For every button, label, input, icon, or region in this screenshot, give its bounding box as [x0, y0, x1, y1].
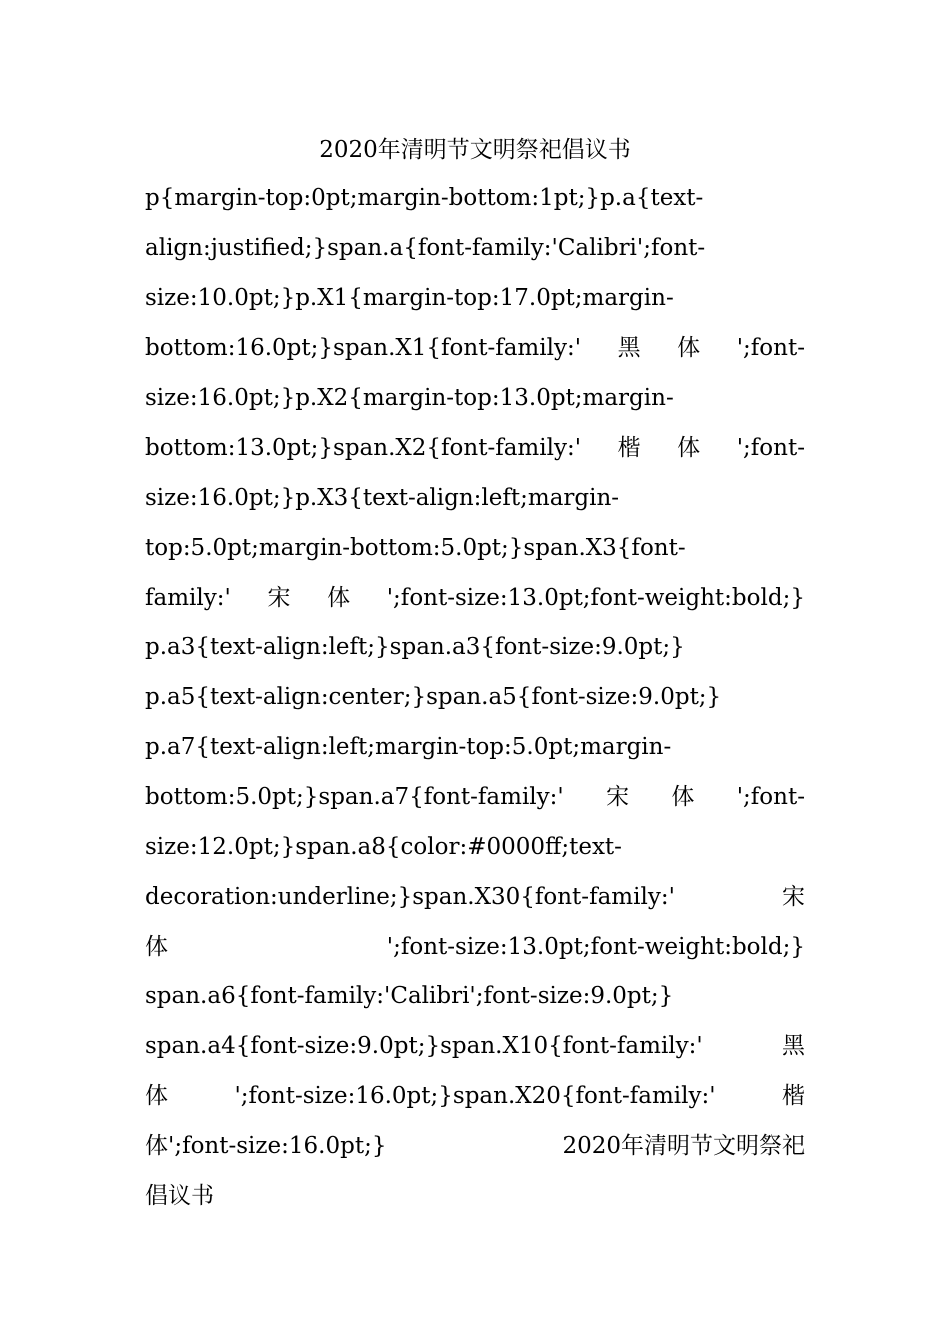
body-line	[145, 872, 805, 922]
body-text: size:16.0pt;}p.X2{margin-top:13.0pt;margin-	[145, 385, 674, 411]
body-text: 体	[677, 435, 701, 461]
body-text: 2020年清明节文明祭祀	[562, 1133, 805, 1159]
body-text: 体	[327, 585, 351, 611]
body-text: 体';font-size:16.0pt;}	[145, 1133, 387, 1159]
body-text: decoration:underline;}span.X30{font-family:'	[145, 884, 675, 910]
body-text: bottom:16.0pt;}span.X1{font-family:'	[145, 335, 582, 361]
document-title: 2020年清明节文明祭祀倡议书	[319, 137, 631, 163]
body-text: size:16.0pt;}p.X3{text-align:left;margin-	[145, 485, 620, 511]
body-line	[145, 971, 805, 1021]
body-line	[145, 1021, 805, 1071]
body-line	[145, 622, 805, 672]
body-line	[145, 1121, 805, 1171]
body-text: p{margin-top:0pt;margin-bottom:1pt;}p.a{text-	[145, 185, 704, 211]
body-text: p.a7{text-align:left;margin-top:5.0pt;margin-	[145, 734, 672, 760]
body-line	[145, 373, 805, 423]
body-text: p.a5{text-align:center;}span.a5{font-size:9.0pt;}	[145, 684, 722, 710]
body-line	[145, 573, 805, 623]
body-text: p.a3{text-align:left;}span.a3{font-size:9.0pt;}	[145, 634, 685, 660]
body-line	[145, 423, 805, 473]
body-text: size:12.0pt;}span.a8{color:#0000ff;text-	[145, 834, 622, 860]
body-line	[145, 523, 805, 573]
body-text: 体	[145, 934, 168, 960]
body-text: top:5.0pt;margin-bottom:5.0pt;}span.X3{font-	[145, 535, 686, 561]
body-line	[145, 473, 805, 523]
body-line	[145, 922, 805, 972]
body-text: ';font-size:16.0pt;}span.X20{font-family:'	[234, 1083, 716, 1109]
body-text: 黑	[782, 1033, 805, 1059]
body-line	[145, 323, 805, 373]
body-line	[145, 722, 805, 772]
body-text: ';font-size:13.0pt;font-weight:bold;}	[386, 585, 805, 611]
body-text: 体	[671, 784, 695, 810]
body-text: ';font-	[736, 784, 805, 810]
body-text: size:10.0pt;}p.X1{margin-top:17.0pt;margin-	[145, 285, 674, 311]
body-text: ';font-	[736, 435, 805, 461]
body-line	[145, 1071, 805, 1121]
body-line	[145, 672, 805, 722]
body-text: bottom:5.0pt;}span.a7{font-family:'	[145, 784, 564, 810]
body-text: 楷	[782, 1083, 805, 1109]
body-text: 宋	[267, 585, 291, 611]
body-text: 倡议书	[145, 1183, 214, 1209]
body-text: ';font-	[736, 335, 805, 361]
body-text: 体	[677, 335, 701, 361]
body-text: family:'	[145, 585, 231, 611]
body-line	[145, 273, 805, 323]
body-text: 黑	[617, 335, 641, 361]
body-text: 宋	[606, 784, 630, 810]
body-line	[145, 822, 805, 872]
body-text: ';font-size:13.0pt;font-weight:bold;}	[386, 934, 805, 960]
body-line	[145, 1171, 805, 1221]
body-text: align:justified;}span.a{font-family:'Calibri';font-	[145, 235, 706, 261]
body-text: span.a6{font-family:'Calibri';font-size:9.0pt;}	[145, 983, 674, 1009]
body-line	[145, 223, 805, 273]
body-text: 楷	[617, 435, 641, 461]
body-text: 体	[145, 1083, 168, 1109]
body-line	[145, 173, 805, 223]
body-text: 宋	[782, 884, 805, 910]
body-text: bottom:13.0pt;}span.X2{font-family:'	[145, 435, 582, 461]
body-text: span.a4{font-size:9.0pt;}span.X10{font-family:'	[145, 1033, 703, 1059]
body-line	[145, 772, 805, 822]
